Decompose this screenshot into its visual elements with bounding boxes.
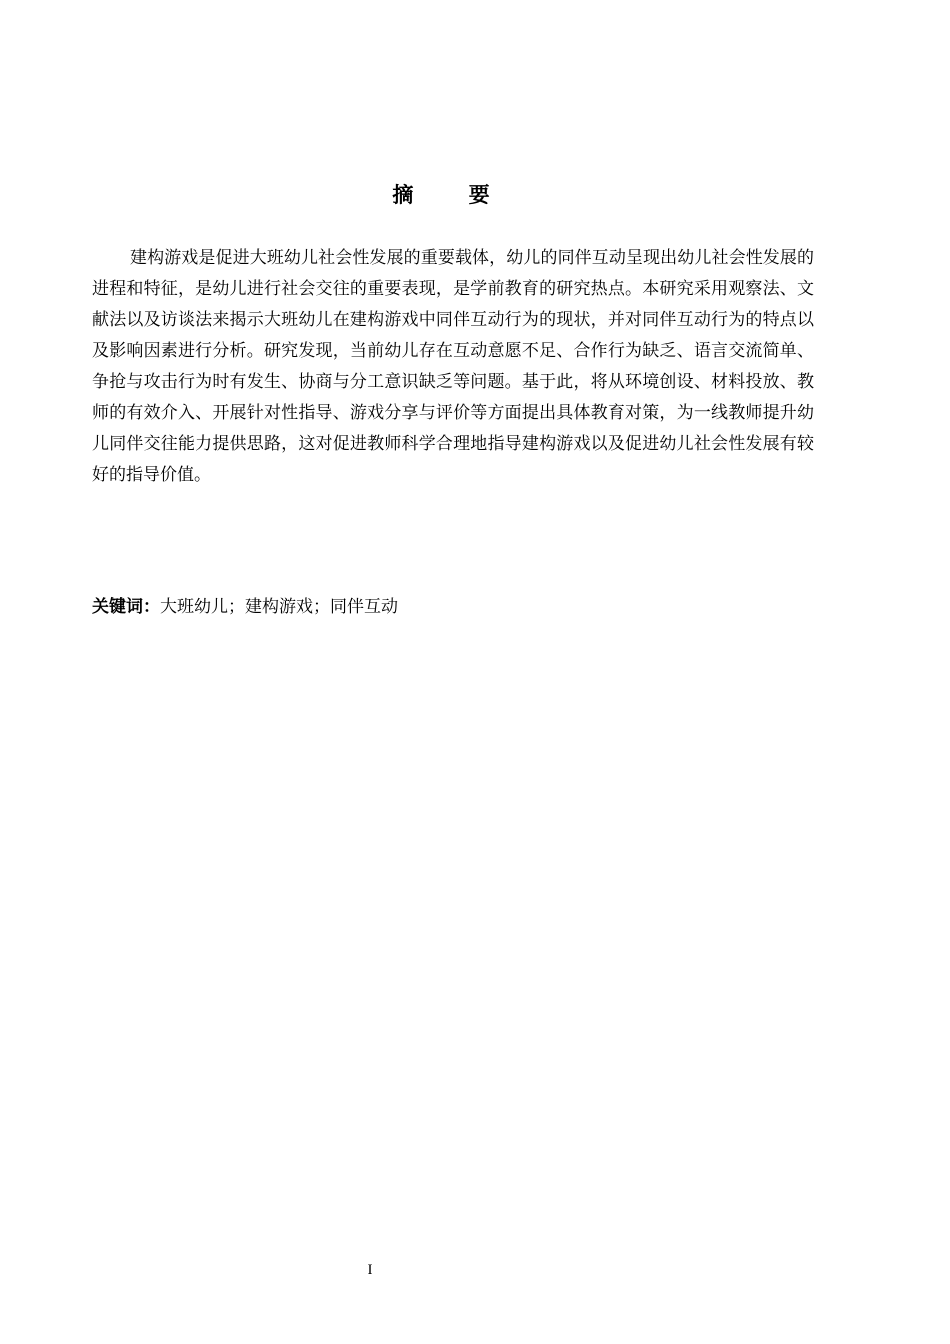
abstract-body: 建构游戏是促进大班幼儿社会性发展的重要载体，幼儿的同伴互动呈现出幼儿社会性发展的进程和特征，是幼儿进行社会交往的重要表现，是学前教育的研究热点。本研究采用观察法、文献法以及访谈法来揭示大班幼儿在建构游戏中同伴互动行为的现状，并对同伴互动行为的特点以及影响因素进行分析。研究发现，当前幼儿存在互动意愿不足、合作行为缺乏、语言交流简单、争抢与攻击行为时有发生、协商与分工意识缺乏等问题。基于此，将从环境创设、材料投放、教师的有效介入、开展针对性指导、游戏分享与评价等方面提出具体教育对策，为一线教师提升幼儿同伴交往能力提供思路，这对促进教师科学合理地指导建构游戏以及促进幼儿社会性发展有较好的指导价值。 — [92, 248, 814, 485]
page-number: I — [367, 1262, 373, 1278]
keywords-text: 大班幼儿；建构游戏；同伴互动 — [160, 597, 398, 617]
keywords-label: 关键词： — [92, 597, 160, 617]
abstract-title: 摘 要 — [392, 183, 514, 207]
keywords-line — [92, 593, 814, 621]
